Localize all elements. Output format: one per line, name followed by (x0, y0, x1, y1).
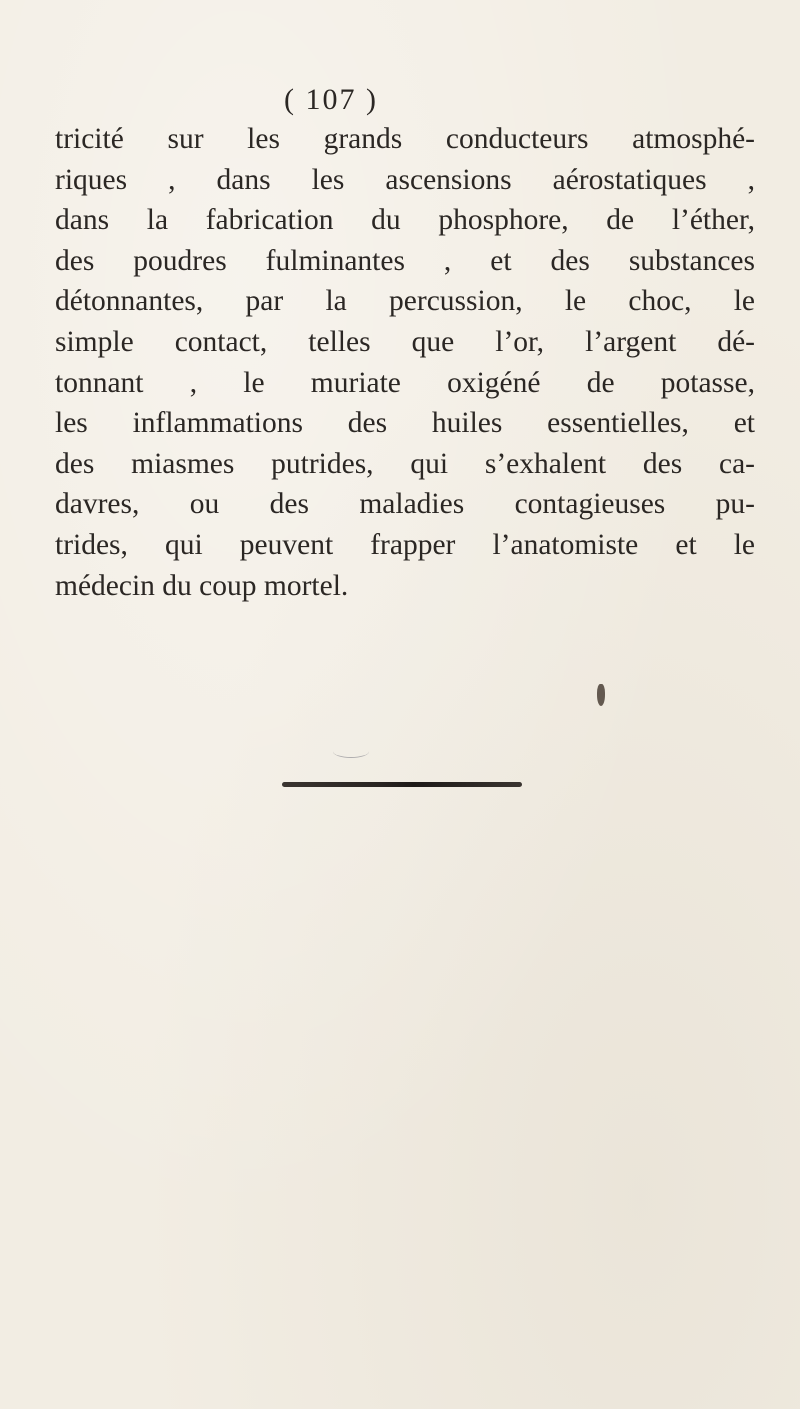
body-text (55, 119, 755, 606)
ink-mark (597, 684, 605, 706)
text-line: détonnantes, par la percussion, le choc, le (55, 285, 755, 318)
ink-stain (333, 745, 369, 758)
text-line: les inflammations des huiles essentielles, et (55, 407, 755, 440)
text-line: tonnant , le muriate oxigéné de potasse, (55, 366, 755, 399)
text-line: dans la fabrication du phosphore, de l’éther, (55, 204, 755, 237)
text-line: davres, ou des maladies contagieuses pu- (55, 488, 755, 521)
page-number: ( 107 ) (284, 83, 378, 116)
text-line: simple contact, telles que l’or, l’argent dé- (55, 325, 755, 358)
text-line: médecin du coup mortel. (55, 569, 349, 602)
text-line: des poudres fulminantes , et des substances (55, 244, 755, 277)
text-line: trides, qui peuvent frapper l’anatomiste et le (55, 528, 755, 561)
text-line: riques , dans les ascensions aérostatiques , (55, 163, 755, 196)
text-line: tricité sur les grands conducteurs atmosphé- (55, 123, 755, 155)
end-rule (282, 782, 522, 787)
text-line: des miasmes putrides, qui s’exhalent des ca- (55, 447, 755, 480)
